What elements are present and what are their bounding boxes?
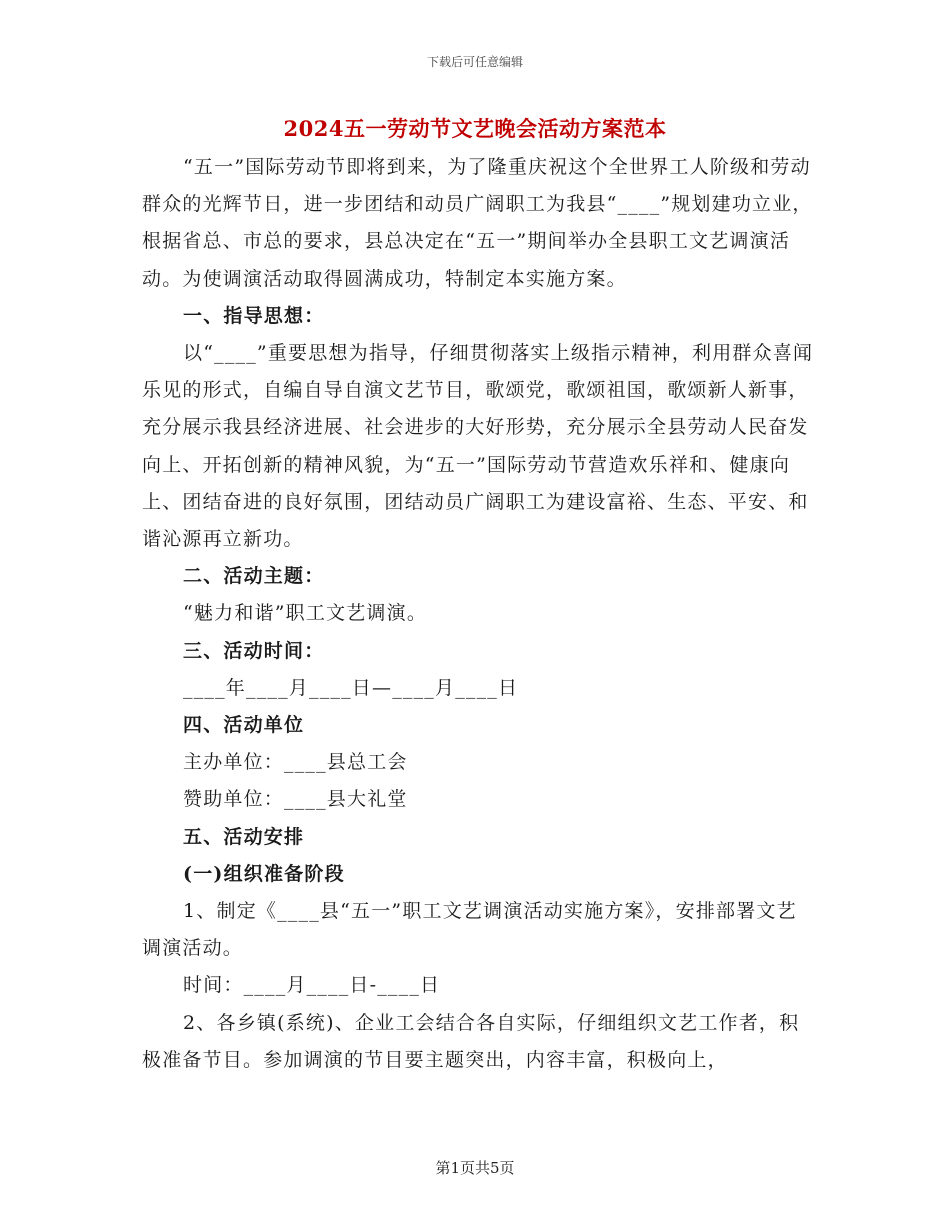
- arrangement-item-1: 1、制定《____县“五一”职工文艺调演活动实施方案》，安排部署文艺调演活动。: [142, 900, 797, 960]
- section-guiding-heading: 一、指导思想：: [183, 304, 325, 327]
- sponsor-line: 赞助单位：____县大礼堂: [183, 788, 408, 811]
- arrangement-item-2: 2、各乡镇(系统)、企业工会结合各自实际，仔细组织文艺工作者，积极准备节目。参加调演的节目要主题突出，内容丰富，积极向上，: [142, 1011, 800, 1071]
- section-theme-text: “魅力和谐”职工文艺调演。: [183, 602, 428, 625]
- subsection-preparation-heading: (一)组织准备阶段: [183, 862, 345, 885]
- section-guiding-text: 以“____”重要思想为指导，仔细贯彻落实上级指示精神，利用群众喜闻乐见的形式，自编自导自演文艺节目，歌颂党，歌颂祖国，歌颂新人新事，充分展示我县经济进展、社会进步的大好形势，充分展示全县劳动人民奋发向上、开拓创新的精神风貌，为“五一”国际劳动节营造欢乐祥和、健康向上、团结奋进的良好氛围，团结动员广阔职工为建设富裕、生态、平安、和谐沁源再立新功。: [142, 342, 814, 551]
- section-time-heading: 三、活动时间：: [183, 639, 325, 662]
- document-body: [142, 149, 814, 1079]
- organizer-line: 主办单位：____县总工会: [183, 751, 408, 774]
- section-time-text: ____年____月____日—____月____日: [183, 676, 519, 699]
- intro-paragraph: “五一”国际劳动节即将到来，为了隆重庆祝这个全世界工人阶级和劳动群众的光辉节日，进一步团结和动员广阔职工为我县“____”规划建功立业，根据省总、市总的要求，县总决定在“五一”期间举办全县职工文艺调演活动。为使调演活动取得圆满成功，特制定本实施方案。: [142, 156, 813, 290]
- download-note: 下载后可任意编辑: [426, 55, 523, 69]
- arrangement-time-1: 时间：____月____日-____日: [183, 974, 441, 997]
- document-title: 2024五一劳动节文艺晚会活动方案范本: [283, 116, 667, 141]
- section-theme-heading: 二、活动主题：: [183, 565, 325, 588]
- section-units-heading: 四、活动单位: [183, 714, 305, 737]
- page-number: 第1页共5页: [435, 1159, 515, 1177]
- section-arrangement-heading: 五、活动安排: [183, 825, 305, 848]
